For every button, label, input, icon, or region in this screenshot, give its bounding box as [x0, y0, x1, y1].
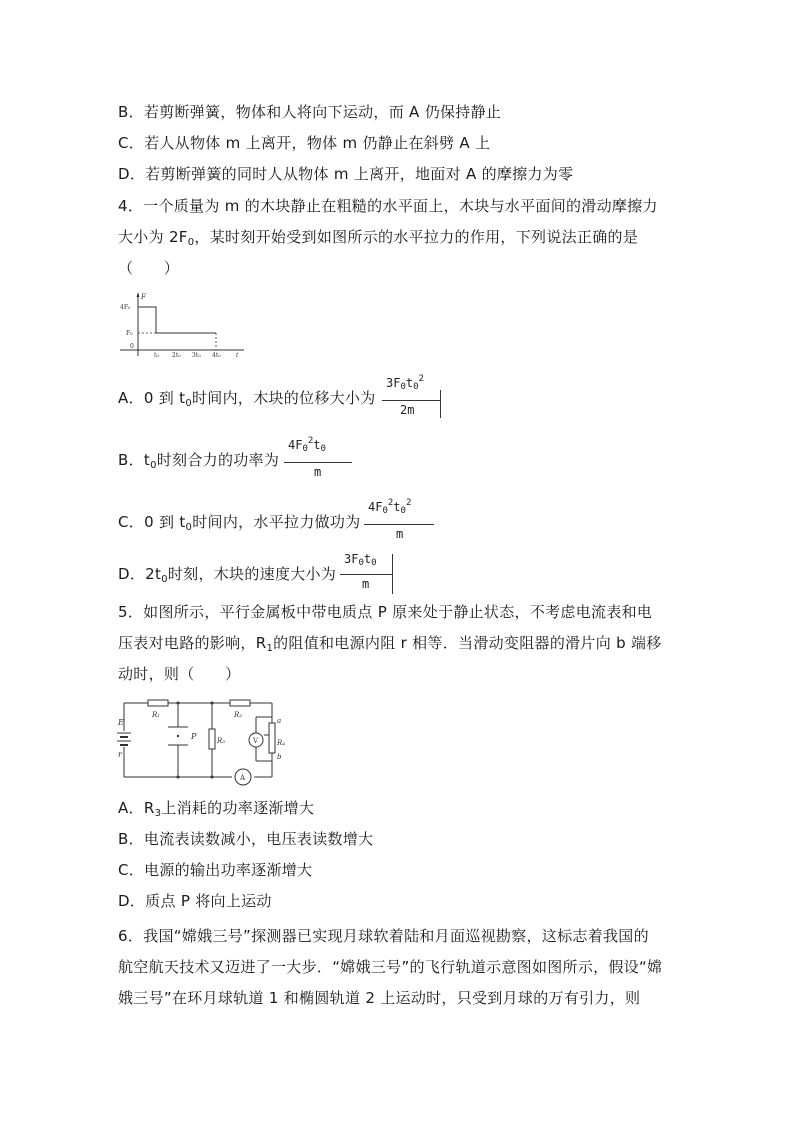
q4-graph-tick-f0: F₀	[126, 330, 133, 337]
q5-ammeter-label: A	[240, 774, 246, 782]
q4-graph-tick-4f0: 4F₀	[120, 304, 131, 311]
q4-option-a: A．0 到 $t_0$时间内，木块的位移大小为	[118, 389, 376, 409]
q5-stem-line2: 压表对电路的影响，$R_1$的阻值和电源内阻 r 相等．当滑动变阻器的滑片向 b 端移	[118, 634, 662, 654]
q4-graph-tick-t0: t₀	[154, 352, 159, 359]
q5-stem-line3: 动时，则（ ）	[118, 665, 241, 683]
q5-label-b: b	[277, 753, 282, 761]
q5-stem-line1: 5．如图所示，平行金属板中带电质点 P 原来处于静止状态，不考虑电流表和电	[118, 603, 653, 621]
q4-graph-tick-4t0: 4t₀	[212, 352, 221, 359]
q5-label-r1: R₁	[152, 711, 161, 719]
q4-option-a-fraction: $3F0t0^2$ 2m	[382, 374, 442, 422]
q5-label-r2: R₂	[234, 711, 243, 719]
q4-stem-line3: （ ）	[118, 259, 180, 277]
q4-graph-tick-3t0: 3t₀	[192, 352, 201, 359]
q4-graph-x-label: t	[236, 352, 239, 359]
q3-option-d: D．若剪断弹簧的同时人从物体 m 上离开，地面对 A 的摩擦力为零	[118, 165, 574, 183]
q6-stem-line1: 6．我国“嫦娥三号”探测器已实现月球软着陆和月面巡视勘察，这标志着我国的	[118, 927, 649, 945]
q4-option-b: B．$t_0$时刻合力的功率为	[118, 451, 280, 471]
q4-option-c-fraction: $4F0^2t0^2$ m	[364, 498, 436, 546]
q5-label-e: E	[118, 718, 124, 727]
q5-option-b: B．电流表读数减小，电压表读数增大	[118, 830, 374, 848]
q5-label-r3: R₃	[217, 737, 226, 745]
q5-label-a: a	[277, 717, 282, 725]
q3-option-b: B．若剪断弹簧，物体和人将向下运动，而 A 仍保持静止	[118, 103, 502, 121]
q5-option-c: C．电源的输出功率逐渐增大	[118, 861, 313, 879]
q5-circuit-diagram	[116, 695, 294, 787]
q4-graph-y-label: F	[141, 293, 146, 301]
q5-label-r: r	[118, 750, 122, 759]
q5-voltmeter-label: V	[253, 737, 259, 745]
q4-option-c: C．0 到 $t_0$时间内，水平拉力做功为	[118, 513, 361, 533]
q6-stem-line3: 娥三号”在环月球轨道 1 和椭圆轨道 2 上运动时，只受到月球的万有引力，则	[118, 989, 641, 1007]
q5-option-d: D．质点 P 将向上运动	[118, 892, 272, 910]
q4-option-b-fraction: $4F0^2t0$ m	[284, 436, 356, 484]
q5-option-a: A．$R_3$上消耗的功率逐渐增大	[118, 799, 315, 819]
q4-option-d: D．$2t_0$时刻，木块的速度大小为	[118, 565, 337, 585]
q5-label-r4: R₄	[277, 739, 286, 747]
q6-stem-line2: 航空航天技术又迈进了一大步．“嫦娥三号”的飞行轨道示意图如图所示，假设“嫦	[118, 958, 663, 976]
q4-graph-origin: 0	[130, 343, 134, 350]
q4-stem-line1: 4．一个质量为 m 的木块静止在粗糙的水平面上，木块与水平面间的滑动摩擦力	[118, 197, 658, 215]
q4-graph-tick-2t0: 2t₀	[172, 352, 181, 359]
q3-option-c: C．若人从物体 m 上离开，物体 m 仍静止在斜劈 A 上	[118, 134, 491, 152]
q5-label-p: P	[191, 732, 197, 741]
q4-stem-line2: 大小为 $2F_0$，某时刻开始受到如图所示的水平拉力的作用，下列说法正确的是	[118, 228, 639, 248]
q4-force-time-graph	[118, 290, 246, 360]
q4-option-d-fraction: 3F0t0 m	[340, 552, 396, 598]
